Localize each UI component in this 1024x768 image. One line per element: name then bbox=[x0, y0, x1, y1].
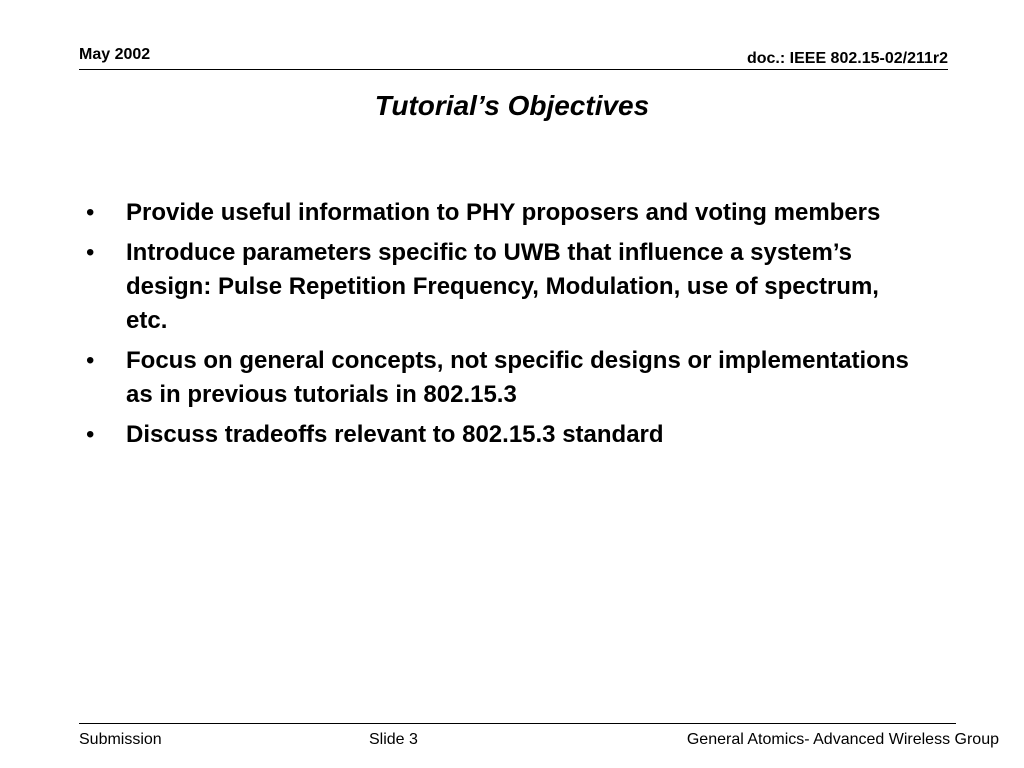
footer-slide-number: Slide 3 bbox=[369, 731, 418, 748]
bullet-icon: • bbox=[86, 239, 95, 266]
header-divider bbox=[79, 69, 948, 70]
bullet-item bbox=[86, 344, 926, 412]
footer-submission: Submission bbox=[79, 731, 162, 748]
bullet-text: Discuss tradeoffs relevant to 802.15.3 standard bbox=[126, 421, 664, 448]
bullet-item bbox=[86, 196, 926, 230]
bullet-list bbox=[86, 196, 926, 458]
header-date: May 2002 bbox=[79, 46, 151, 63]
bullet-icon: • bbox=[86, 199, 95, 226]
bullet-text: Introduce parameters specific to UWB that influence a system’s design: Pulse Repetition Frequency, Modulation, use of spectrum, etc. bbox=[126, 239, 879, 334]
slide-title: Tutorial’s Objectives bbox=[374, 90, 650, 121]
header-doc-id: doc.: IEEE 802.15-02/211r2 bbox=[746, 50, 948, 67]
bullet-text: Focus on general concepts, not specific designs or implementations as in previous tutorials in 802.15.3 bbox=[126, 347, 909, 408]
bullet-item bbox=[86, 236, 926, 338]
bullet-icon: • bbox=[86, 421, 95, 448]
footer-divider bbox=[79, 723, 956, 724]
bullet-icon: • bbox=[86, 347, 95, 374]
bullet-text: Provide useful information to PHY proposers and voting members bbox=[126, 199, 881, 226]
bullet-item bbox=[86, 418, 926, 452]
footer-organization: General Atomics- Advanced Wireless Group bbox=[686, 731, 999, 748]
